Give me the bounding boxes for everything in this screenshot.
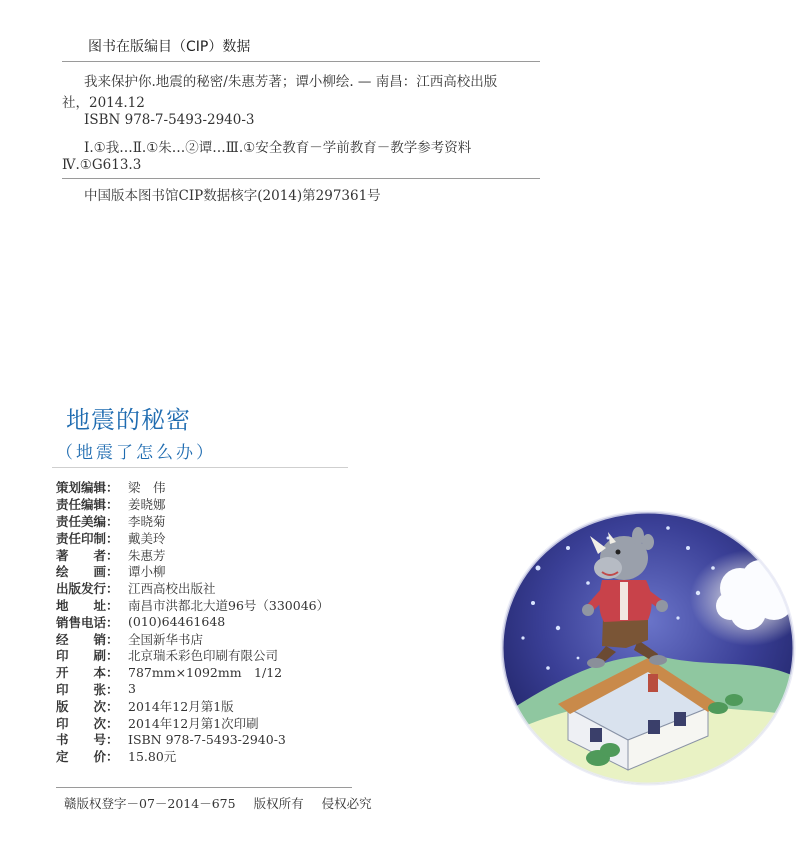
credit-row (56, 529, 356, 546)
credit-row (56, 597, 356, 614)
credit-label: 书 号： (56, 732, 119, 748)
credit-row (56, 697, 356, 714)
credit-row (56, 664, 356, 681)
title-rule (52, 467, 348, 468)
copyright-rights: 版权所有 (253, 796, 304, 811)
credit-row (56, 563, 356, 580)
book-subtitle: （地震了怎么办） (56, 443, 216, 463)
credit-value: 15.80元 (128, 749, 177, 765)
credit-value: 2014年12月第1次印刷 (128, 715, 259, 731)
book-title: 地震的秘密 (66, 406, 191, 434)
cip-heading: 图书在版编目（CIP）数据 (88, 39, 251, 55)
credit-value: 北京瑞禾彩色印刷有限公司 (128, 648, 279, 664)
credit-value: 江西高校出版社 (128, 581, 216, 597)
credit-value: 李晓菊 (128, 514, 166, 529)
credit-row (56, 513, 356, 530)
credit-value: 朱惠芳 (128, 547, 166, 563)
credit-value: 姜晓娜 (128, 497, 166, 513)
credit-value: 谭小柳 (128, 564, 166, 580)
credit-row (56, 647, 356, 664)
credit-row (56, 496, 356, 513)
credit-row (56, 580, 356, 597)
cip-line-4: Ⅰ.①我…Ⅱ.①朱…②谭…Ⅲ.①安全教育－学前教育－教学参考资料 (84, 140, 472, 156)
copyright-registration: 赣版权登字－07－2014－675 (64, 796, 236, 811)
cip-top-rule (62, 61, 540, 62)
credit-value: 2014年12月第1版 (128, 698, 234, 714)
credit-row (56, 748, 356, 765)
credit-label: 著 者： (56, 547, 119, 563)
cip-middle-rule (62, 178, 540, 179)
credit-value: 戴美玲 (128, 530, 166, 546)
credit-row (56, 613, 356, 630)
cip-verify-number: 中国版本图书馆CIP数据核字(2014)第297361号 (84, 188, 381, 204)
copyright-piracy: 侵权必究 (321, 796, 372, 811)
credit-label: 经 销： (56, 631, 119, 647)
credit-label: 出版发行： (56, 581, 119, 597)
credit-label: 版 次： (56, 698, 119, 714)
credit-row (56, 731, 356, 748)
credit-label: 绘 画： (56, 564, 119, 580)
credit-label: 责任美编： (56, 514, 119, 529)
copyright-footer (64, 794, 386, 812)
credit-value: (010)64461648 (128, 614, 226, 630)
credit-label: 地 址： (56, 597, 119, 613)
credit-label: 定 价： (56, 749, 119, 765)
cip-line-1: 我来保护你.地震的秘密/朱惠芳著；谭小柳绘. — 南昌：江西高校出版 (84, 74, 498, 90)
footer-rule (56, 787, 352, 788)
credit-label: 印 次： (56, 715, 119, 731)
credit-value: 全国新华书店 (128, 631, 204, 647)
credit-label: 印 刷： (56, 648, 119, 664)
credit-row (56, 630, 356, 647)
credits-list (56, 479, 356, 765)
credit-value: ISBN 978-7-5493-2940-3 (128, 731, 286, 747)
credit-value: 787mm×1092mm 1/12 (128, 665, 283, 681)
cip-line-5: Ⅳ.①G613.3 (62, 157, 142, 173)
credit-value: 梁 伟 (128, 480, 166, 496)
credit-row (56, 681, 356, 698)
credit-label: 印 张： (56, 681, 119, 697)
cip-isbn: ISBN 978-7-5493-2940-3 (84, 112, 255, 128)
rhino-illustration-svg (498, 508, 798, 798)
credit-row (56, 546, 356, 563)
cip-line-2: 社，2014.12 (62, 95, 145, 111)
credit-label: 责任印制： (56, 530, 119, 546)
credit-row (56, 479, 356, 496)
credit-row (56, 714, 356, 731)
credit-value: 南昌市洪都北大道96号（330046） (128, 597, 330, 613)
rhino-illustration (498, 508, 798, 802)
credit-value: 3 (128, 681, 136, 697)
credit-label: 销售电话： (56, 614, 119, 630)
credit-label: 开 本： (56, 665, 119, 681)
credit-label: 策划编辑： (56, 480, 119, 496)
credit-label: 责任编辑： (56, 497, 119, 513)
